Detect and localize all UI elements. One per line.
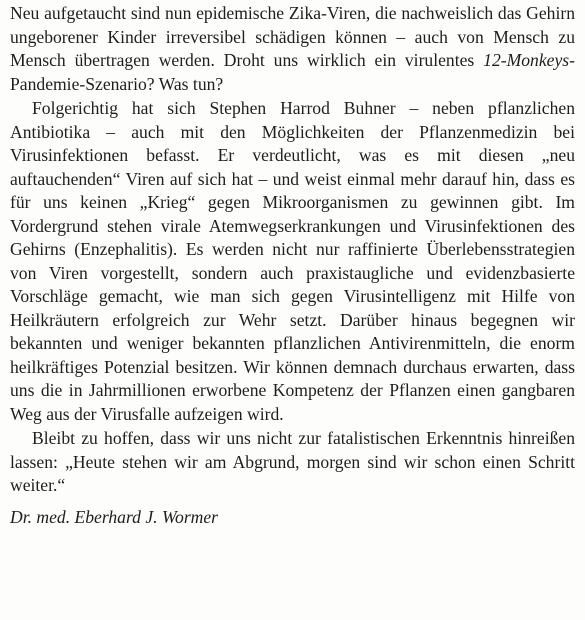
body-text: [10, 2, 575, 529]
paragraph-3: Bleibt zu hoffen, dass wir uns nicht zur fatalistischen Erkenntnis hinreißen lassen: „Heute stehen wir am Abgrund, morgen sind wir schon einen Schritt weiter.“: [10, 428, 575, 495]
paragraph-2: Folgerichtig hat sich Stephen Harrod Buhner – neben pflanzlichen Antibiotika – auch mit den Möglichkeiten der Pflanzenmedizin bei Virusinfektionen befasst. Er verdeutlicht, was es mit diesen „neu auftauchenden“ Viren auf sich hat – und weist einmal mehr darauf hin, dass es für uns keinen „Krieg“ gegen Mikroorganismen zu gewinnen gibt. Im Vordergrund stehen virale Atemwegserkrankungen und Virusinfektionen des Gehirns (Enzephalitis). Es werden nicht nur raffinierte Überlebensstrategien von Viren vorgestellt, sondern auch praxistaugliche und evidenzbasierte Vorschläge gemacht, wie man sich gegen Virusintelligenz mit Hilfe von Heilkräutern erfolgreich zur Wehr setzt. Darüber hinaus begegnen wir bekannten und weniger bekannten pflanzlichen Antivirenmitteln, die enorm heilkräftiges Potenzial besitzen. Wir können demnach durchaus erwarten, dass uns die in Jahrmillionen erworbene Kompetenz der Pflanzen einen gangbaren Weg aus der Virusfalle aufzeigen wird.: [10, 98, 575, 424]
film-title: 12-Monkeys: [483, 50, 570, 70]
paragraph-1: [10, 2, 575, 96]
author-signature: Dr. med. Eberhard J. Wormer: [10, 506, 219, 527]
paragraph-1-tail: -Pandemie-Szenario? Was tun?: [10, 50, 575, 94]
paragraph-1-text: Neu aufgetaucht sind nun epidemische Zika-Viren, die nachweislich das Gehirn ungeborener Kinder irreversibel schädigen können – auch von Mensch zu Mensch übertragen werden. Droht uns wirklich ein virulentes: [10, 3, 575, 70]
